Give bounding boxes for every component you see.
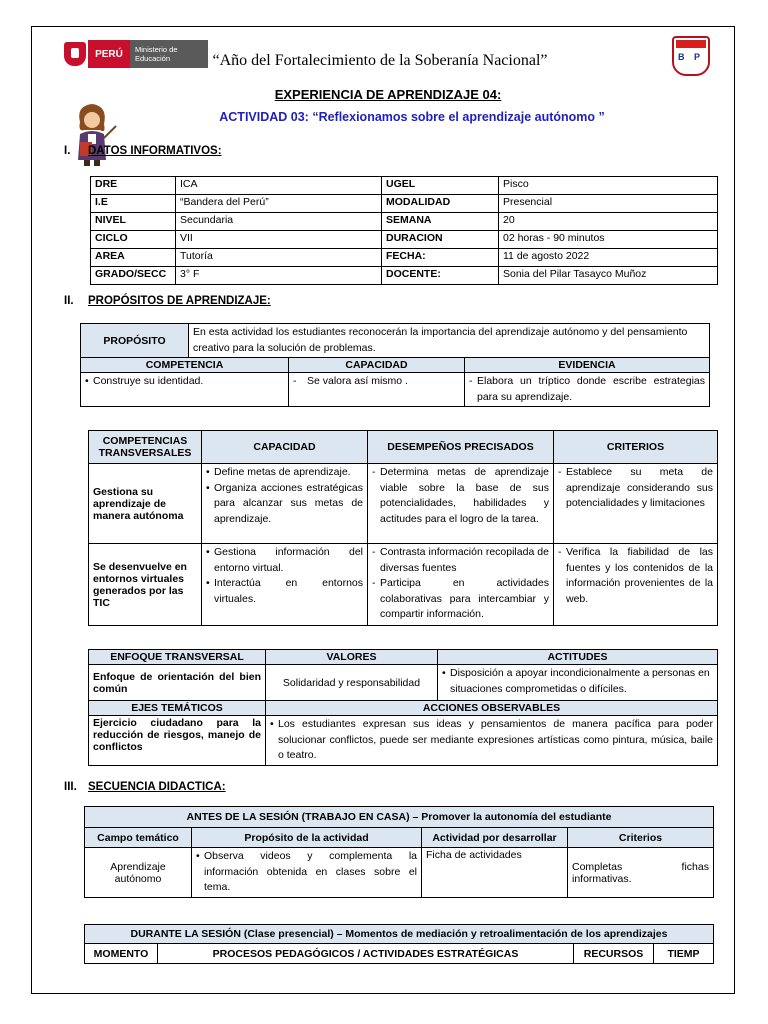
section2-label: PROPÓSITOS DE APRENDIZAJE: — [88, 295, 271, 307]
datos-value: Presencial — [499, 195, 718, 213]
evidencia-header: EVIDENCIA — [465, 358, 710, 373]
antes-actividad: Ficha de actividades — [422, 848, 568, 898]
datos-key: NIVEL — [91, 213, 176, 231]
acciones-header: ACCIONES OBSERVABLES — [266, 701, 718, 716]
datos-row — [91, 195, 718, 213]
competencia-2: Se desenvuelve en entornos virtuales generados por las TIC — [89, 544, 202, 626]
capacidad-1-1: • Define metas de aprendizaje. — [206, 465, 363, 481]
antes-h-campo: Campo temático — [85, 828, 192, 848]
valores-value: Solidaridad y responsabilidad — [266, 665, 438, 701]
th-criterios: CRITERIOS — [554, 431, 718, 464]
eje-value: Ejercicio ciudadano para la reducción de riesgos, manejo de conflictos — [89, 716, 266, 766]
antes-h-actividad: Actividad por desarrollar — [422, 828, 568, 848]
datos-key: GRADO/SECC — [91, 267, 176, 285]
capacidad-2-1: • Gestiona información del entorno virtual. — [206, 545, 363, 576]
datos-row — [91, 267, 718, 285]
desempeno-2-1: - Contrasta información recopilada de diversas fuentes — [372, 545, 549, 576]
datos-row — [91, 213, 718, 231]
year-title: “Año del Fortalecimiento de la Soberanía Nacional” — [212, 52, 548, 69]
proposito-label: PROPÓSITO — [81, 324, 189, 358]
section1-label: DATOS INFORMATIVOS: — [88, 145, 222, 157]
actitudes-value: • Disposición a apoyar incondicionalmente a personas en situaciones comprometidas o difíciles. — [442, 666, 713, 697]
section3-number: III. — [64, 781, 77, 793]
datos-value: Sonia del Pilar Tasayco Muñoz — [499, 267, 718, 285]
datos-row — [91, 177, 718, 195]
antes-campo: Aprendizaje autónomo — [85, 848, 192, 898]
proposito-text: En esta actividad los estudiantes reconocerán la importancia del aprendizaje autónomo y del pensamiento creativo para la solución de problemas. — [189, 324, 710, 358]
school-crest-icon: B P — [672, 36, 710, 76]
actividad-title: ACTIVIDAD 03: “Reflexionamos sobre el aprendizaje autónomo ” — [219, 110, 605, 124]
enfoque-value: Enfoque de orientación del bien común — [89, 665, 266, 701]
proposito-table — [80, 323, 710, 407]
competencia-value: • Construye su identidad. — [85, 374, 284, 390]
durante-h-recursos: RECURSOS — [574, 944, 654, 964]
datos-value: Pisco — [499, 177, 718, 195]
ejes-header: EJES TEMÁTICOS — [89, 701, 266, 716]
datos-value: 3° F — [176, 267, 382, 285]
datos-key: FECHA: — [382, 249, 499, 267]
datos-value: ICA — [176, 177, 382, 195]
datos-key: DRE — [91, 177, 176, 195]
antes-h-criterios: Criterios — [568, 828, 714, 848]
datos-value: Secundaria — [176, 213, 382, 231]
durante-h-momento: MOMENTO — [85, 944, 158, 964]
datos-key: AREA — [91, 249, 176, 267]
datos-key: SEMANA — [382, 213, 499, 231]
datos-value: “Bandera del Perú” — [176, 195, 382, 213]
capacidad-1-2: • Organiza acciones estratégicas para alcanzar sus metas de aprendizaje. — [206, 481, 363, 528]
datos-value: 11 de agosto 2022 — [499, 249, 718, 267]
section2-number: II. — [64, 295, 74, 307]
transversales-table — [88, 430, 718, 626]
durante-h-procesos: PROCESOS PEDAGÓGICOS / ACTIVIDADES ESTRATÉGICAS — [158, 944, 574, 964]
antes-h-proposito: Propósito de la actividad — [192, 828, 422, 848]
capacidad-value: - Se valora así mismo . — [293, 374, 460, 390]
section3-label: SECUENCIA DIDACTICA: — [88, 781, 226, 793]
evidencia-value: - Elabora un tríptico donde escribe estrategias para su aprendizaje. — [469, 374, 705, 405]
datos-row — [91, 249, 718, 267]
competencia-header: COMPETENCIA — [81, 358, 289, 373]
th-competencias: COMPETENCIAS TRANSVERSALES — [89, 431, 202, 464]
enfoque-header: ENFOQUE TRANSVERSAL — [89, 650, 266, 665]
datos-key: I.E — [91, 195, 176, 213]
section1-number: I. — [64, 145, 71, 157]
competencia-1: Gestiona su aprendizaje de manera autónoma — [89, 464, 202, 544]
capacidad-2-2: • Interactúa en entornos virtuales. — [206, 576, 363, 607]
peru-shield-icon — [64, 42, 86, 66]
datos-key: DOCENTE: — [382, 267, 499, 285]
logo-peru-text: PERÚ — [88, 40, 130, 68]
antes-proposito: • Observa videos y complementa la información obtenida en clases sobre el tema. — [196, 849, 417, 896]
enfoque-table — [88, 649, 718, 766]
th-capacidad: CAPACIDAD — [202, 431, 368, 464]
datos-key: UGEL — [382, 177, 499, 195]
desempeno-1-1: - Determina metas de aprendizaje viable sobre la base de sus potencialidades, habilidades y actitudes para el logro de la tarea. — [372, 465, 549, 527]
datos-key: CICLO — [91, 231, 176, 249]
valores-header: VALORES — [266, 650, 438, 665]
durante-h-tiempo: TIEMP — [654, 944, 714, 964]
datos-value: 02 horas - 90 minutos — [499, 231, 718, 249]
datos-value: Tutoría — [176, 249, 382, 267]
logo-ministerio-text: Ministerio de Educación — [130, 40, 208, 68]
datos-value: 20 — [499, 213, 718, 231]
datos-key: DURACION — [382, 231, 499, 249]
datos-value: VII — [176, 231, 382, 249]
datos-row — [91, 231, 718, 249]
actitudes-header: ACTITUDES — [438, 650, 718, 665]
desempeno-2-2: - Participa en actividades colaborativas para intercambiar y compartir información. — [372, 576, 549, 623]
antes-table — [84, 806, 714, 898]
criterio-2-1: - Verifica la fiabilidad de las fuentes y los contenidos de la información provenientes de la web. — [558, 545, 713, 607]
durante-title: DURANTE LA SESIÓN (Clase presencial) – Momentos de mediación y retroalimentación de los aprendizajes — [85, 925, 714, 944]
capacidad-header: CAPACIDAD — [289, 358, 465, 373]
criterio-1-1: - Establece su meta de aprendizaje considerando sus potencialidades y limitaciones — [558, 465, 713, 512]
datos-table — [90, 176, 718, 285]
durante-table — [84, 924, 714, 964]
antes-title: ANTES DE LA SESIÓN (TRABAJO EN CASA) – Promover la autonomía del estudiante — [85, 807, 714, 828]
datos-key: MODALIDAD — [382, 195, 499, 213]
experiencia-title: EXPERIENCIA DE APRENDIZAJE 04: — [274, 87, 502, 102]
th-desempenos: DESEMPEÑOS PRECISADOS — [368, 431, 554, 464]
antes-criterios: Completas fichas informativas. — [568, 848, 714, 898]
acciones-value: • Los estudiantes expresan sus ideas y pensamientos de manera pacífica para poder solucionar conflictos, puede ser mediante expresiones artísticas como pintura, música, baile o teatro. — [270, 717, 713, 764]
